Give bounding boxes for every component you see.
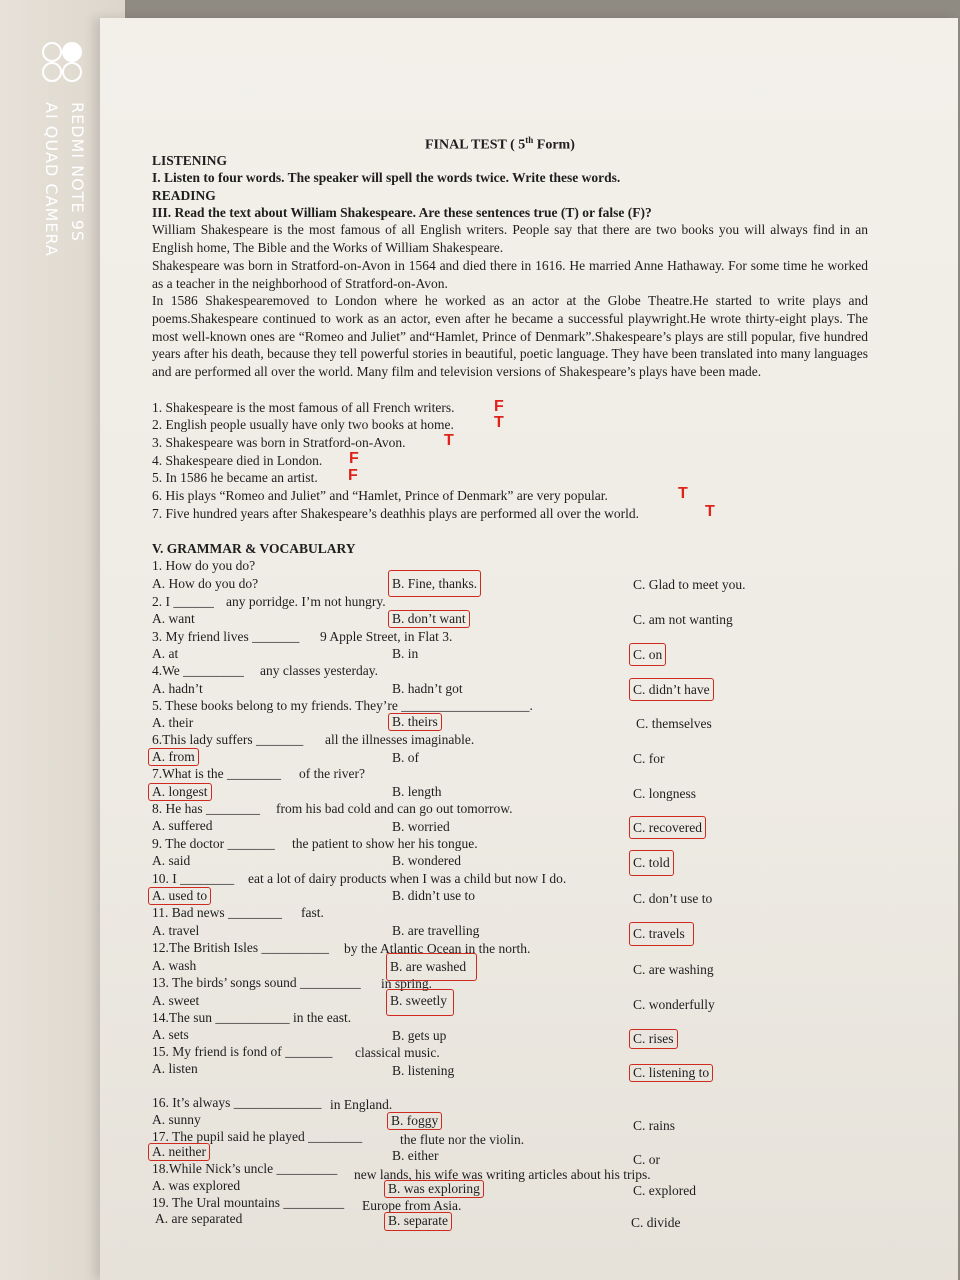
question-18-prompt: 18.While Nick’s uncle _________ [152, 1161, 338, 1176]
statement-6: 6. His plays “Romeo and Juliet” and “Hamlet, Prince of Denmark” are very popular. [152, 488, 608, 503]
question-1-option-b-circled: B. Fine, thanks. [388, 570, 481, 597]
question-8-option-c-circled: C. recovered [629, 816, 706, 839]
question-18-option-c: C. explored [633, 1183, 696, 1198]
question-7-option-b: B. length [392, 784, 442, 799]
question-11-option-b: B. are travelling [392, 923, 480, 938]
question-9-prompt-rest: the patient to show her his tongue. [292, 836, 478, 851]
handwritten-answer-4: F [349, 450, 359, 467]
question-10-option-a-circled: A. used to [148, 887, 211, 905]
question-3-prompt: 3. My friend lives _______ [152, 629, 300, 644]
question-6-option-b: B. of [392, 750, 419, 765]
question-6-option-c: C. for [633, 751, 665, 766]
question-18-prompt-rest: new lands, his wife was writing articles about his trips. [354, 1167, 651, 1182]
question-6-prompt-rest: all the illnesses imaginable. [325, 732, 475, 747]
question-15-option-a: A. listen [152, 1061, 198, 1076]
question-6-prompt: 6.This lady suffers _______ [152, 732, 304, 747]
question-9-option-a: A. said [152, 853, 191, 868]
handwritten-answer-5: F [348, 467, 358, 484]
question-13-prompt-rest: in spring. [381, 976, 433, 991]
question-4-option-a: A. hadn’t [152, 681, 203, 696]
question-19-option-c: C. divide [631, 1215, 681, 1230]
question-14-prompt: 14.The sun ___________ [152, 1010, 290, 1025]
question-5-prompt: 5. These books belong to my friends. They’re ___________________. [152, 698, 533, 713]
question-12-option-c: C. are washing [633, 962, 714, 977]
question-11-prompt-rest: fast. [301, 905, 324, 920]
question-17-prompt: 17. The pupil said he played ________ [152, 1129, 363, 1144]
question-8-prompt-rest: from his bad cold and can go out tomorrow. [276, 801, 513, 816]
question-8-option-a: A. suffered [152, 818, 213, 833]
question-18-option-a: A. was explored [152, 1178, 241, 1193]
question-1-prompt: 1. How do you do? [152, 558, 256, 573]
statement-2: 2. English people usually have only two books at home. [152, 417, 454, 432]
question-11-option-a: A. travel [152, 923, 200, 938]
question-7-option-a-circled: A. longest [148, 783, 212, 801]
question-3-prompt-rest: 9 Apple Street, in Flat 3. [320, 629, 453, 644]
question-11-prompt: 11. Bad news ________ [152, 905, 282, 920]
question-4-option-c-circled: C. didn’t have [629, 678, 714, 701]
page-title: FINAL TEST ( 5th Form) [425, 135, 575, 153]
question-18-option-b-circled: B. was exploring [384, 1180, 484, 1198]
question-3-option-a: A. at [152, 646, 179, 661]
reading-task: III. Read the text about William Shakespeare. Are these sentences true (T) or false (F)? [152, 205, 652, 220]
question-10-option-b: B. didn’t use to [392, 888, 476, 903]
question-1-option-a: A. How do you do? [152, 576, 259, 591]
question-2-option-c: C. am not wanting [633, 612, 733, 627]
question-17-option-a-circled: A. neither [148, 1143, 210, 1161]
question-7-prompt-rest: of the river? [299, 766, 365, 781]
question-17-option-c: C. or [633, 1152, 660, 1167]
question-3-option-b: B. in [392, 646, 419, 661]
statement-3: 3. Shakespeare was born in Stratford-on-Avon. [152, 435, 406, 450]
handwritten-answer-2: T [494, 414, 504, 431]
statement-4: 4. Shakespeare died in London. [152, 453, 323, 468]
question-10-option-c: C. don’t use to [633, 891, 713, 906]
statement-1: 1. Shakespeare is the most famous of all French writers. [152, 400, 455, 415]
question-4-option-b: B. hadn’t got [392, 681, 463, 696]
question-19-option-b-circled: B. separate [384, 1212, 452, 1231]
question-13-prompt: 13. The birds’ songs sound _________ [152, 975, 361, 990]
question-9-option-b: B. wondered [392, 853, 461, 868]
question-14-option-a: A. sets [152, 1027, 189, 1042]
question-2-prompt: 2. I ______ [152, 594, 214, 609]
watermark-device-name: REDMI NOTE 9S [68, 102, 87, 243]
question-9-option-c-circled: C. told [629, 850, 674, 876]
question-4-prompt-rest: any classes yesterday. [260, 663, 378, 678]
statement-5: 5. In 1586 he became an artist. [152, 470, 318, 485]
question-8-prompt: 8. He has ________ [152, 801, 260, 816]
handwritten-answer-6: T [678, 485, 688, 502]
question-4-prompt: 4.We _________ [152, 663, 244, 678]
question-5-option-c: C. themselves [636, 716, 712, 731]
question-17-prompt-rest: the flute nor the violin. [400, 1132, 525, 1147]
question-2-option-a: A. want [152, 611, 195, 626]
watermark-camera-name: AI QUAD CAMERA [42, 102, 61, 257]
reading-paragraph-2: Shakespeare was born in Stratford-on-Avon in 1564 and died there in 1616. He married Anne Hathaway. For some time he worked as a teacher in the neighborhood of Stratford-on-Avon. [152, 258, 868, 291]
question-13-option-a: A. sweet [152, 993, 200, 1008]
handwritten-answer-3: T [444, 432, 454, 449]
question-5-option-b-circled: B. theirs [388, 713, 442, 731]
question-10-prompt-rest: eat a lot of dairy products when I was a child but now I do. [248, 871, 567, 886]
question-8-option-b: B. worried [392, 819, 450, 834]
question-3-option-c-circled: C. on [629, 643, 666, 666]
question-14-option-b: B. gets up [392, 1028, 447, 1043]
question-15-option-c-circled: C. listening to [629, 1064, 713, 1082]
question-5-option-a: A. their [152, 715, 194, 730]
question-6-option-a-circled: A. from [148, 748, 199, 766]
question-12-option-b-circled: B. are washed [386, 953, 477, 981]
question-14-option-c-circled: C. rises [629, 1029, 678, 1049]
reading-paragraph-3: In 1586 Shakespearemoved to London where he worked as an actor at the Globe Theatre.He started to write plays and poems.Shakespeare continued to work as an actor, even after he became a successful playwright.He wrote thirty-eight plays. The most well-known ones are “Romeo and Juliet” and“Hamlet, Prince of Denmark”.Shakespeare’s plays are still popular, five hundred years after his death, because they tell powerful stories in beautiful, poetic language. They have been translated into many languages and are performed all over the world. Many film and television versions of Shakespeare’s plays have been made. [152, 293, 868, 380]
dual-circle-camera-logo-icon [42, 40, 86, 84]
handwritten-answer-7: T [705, 503, 715, 520]
reading-heading: READING [152, 188, 216, 203]
question-2-option-b-circled: B. don’t want [388, 610, 470, 628]
question-2-prompt-rest: any porridge. I’m not hungry. [226, 594, 386, 609]
grammar-heading: V. GRAMMAR & VOCABULARY [152, 541, 356, 556]
question-19-prompt-rest: Europe from Asia. [362, 1198, 462, 1213]
question-16-prompt: 16. It’s always _____________ [152, 1095, 322, 1110]
question-10-prompt: 10. I ________ [152, 871, 235, 886]
question-12-prompt-rest: by the Atlantic Ocean in the north. [344, 941, 531, 956]
question-16-option-a: A. sunny [152, 1112, 201, 1127]
listening-heading: LISTENING [152, 153, 228, 168]
question-1-option-c: C. Glad to meet you. [633, 577, 746, 592]
question-9-prompt: 9. The doctor _______ [152, 836, 275, 851]
listening-task: I. Listen to four words. The speaker will spell the words twice. Write these words. [152, 170, 621, 185]
question-7-option-c: C. longness [633, 786, 697, 801]
question-16-prompt-rest: in England. [330, 1097, 393, 1112]
question-13-option-b-circled: B. sweetly [386, 989, 454, 1016]
question-16-option-b-circled: B. foggy [387, 1112, 442, 1130]
question-15-prompt: 15. My friend is fond of _______ [152, 1044, 333, 1059]
reading-paragraph-1: William Shakespeare is the most famous of all English writers. People say that there are two books you will always find in an English home, The Bible and the Works of William Shakespeare. [152, 222, 868, 255]
question-16-option-c: C. rains [633, 1118, 675, 1133]
question-11-option-c-circled: C. travels [629, 922, 694, 946]
question-12-option-a: A. wash [152, 958, 197, 973]
handwritten-answer-1: F [494, 398, 504, 415]
camera-watermark [38, 40, 88, 310]
question-19-option-a: A. are separated [155, 1211, 243, 1226]
question-15-prompt-rest: classical music. [355, 1045, 440, 1060]
question-14-prompt-rest: in the east. [293, 1010, 352, 1025]
question-15-option-b: B. listening [392, 1063, 455, 1078]
question-17-option-b: B. either [392, 1148, 439, 1163]
question-12-prompt: 12.The British Isles __________ [152, 940, 329, 955]
question-19-prompt: 19. The Ural mountains _________ [152, 1195, 345, 1210]
statement-7: 7. Five hundred years after Shakespeare’s deathhis plays are performed all over the world. [152, 506, 639, 521]
question-7-prompt: 7.What is the ________ [152, 766, 281, 781]
question-13-option-c: C. wonderfully [633, 997, 715, 1012]
